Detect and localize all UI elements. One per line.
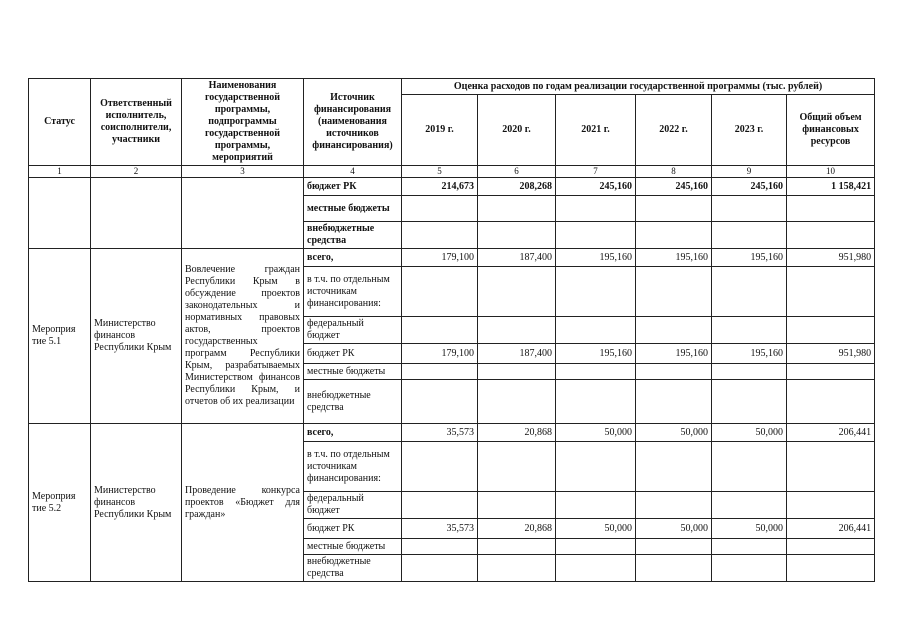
- col-number: 5: [402, 166, 478, 178]
- source-cell: бюджет РК: [304, 178, 402, 196]
- measure-name: Вовлечение граждан Республики Крым в обсуждение проектов законодательных и нормативных правовых актов, проектов государственных программ Республики Крым, разрабатываемых Министерством финансов Республики Крым, и отчетов об их реализации: [182, 249, 304, 424]
- header-total: Общий объем финансовых ресурсов: [787, 95, 875, 166]
- value-2020: 187,400: [478, 344, 556, 364]
- value-total: 206,441: [787, 519, 875, 539]
- source-cell: в т.ч. по отдельным источникам финансирования:: [304, 267, 402, 317]
- value-2020: 208,268: [478, 178, 556, 196]
- header-status: Статус: [29, 79, 91, 166]
- source-cell: местные бюджеты: [304, 364, 402, 380]
- value-2023: 50,000: [712, 519, 787, 539]
- executor-cell: [91, 178, 182, 249]
- header-2020: 2020 г.: [478, 95, 556, 166]
- col-number: 2: [91, 166, 182, 178]
- value-2020: 20,868: [478, 424, 556, 442]
- value-2021: 50,000: [556, 519, 636, 539]
- measure-executor: Министерство финансов Республики Крым: [91, 424, 182, 582]
- col-number: 7: [556, 166, 636, 178]
- value-2019: 35,573: [402, 519, 478, 539]
- value-total: 951,980: [787, 344, 875, 364]
- header-2019: 2019 г.: [402, 95, 478, 166]
- value-2019: 35,573: [402, 424, 478, 442]
- col-number: 4: [304, 166, 402, 178]
- header-executor: Ответственный исполнитель, соисполнители, участники: [91, 79, 182, 166]
- table-row: [29, 178, 875, 196]
- value-2022: 195,160: [636, 344, 712, 364]
- source-cell: федеральный бюджет: [304, 317, 402, 344]
- source-cell: внебюджетные средства: [304, 555, 402, 582]
- header-source: Источник финансирования (наименования источников финансирования): [304, 79, 402, 166]
- value-2021: 195,160: [556, 249, 636, 267]
- value-2021: 195,160: [556, 344, 636, 364]
- source-cell: внебюджетные средства: [304, 222, 402, 249]
- source-cell: местные бюджеты: [304, 196, 402, 222]
- value-2022: 50,000: [636, 519, 712, 539]
- source-cell: внебюджетные средства: [304, 380, 402, 424]
- value-total: 206,441: [787, 424, 875, 442]
- source-cell: местные бюджеты: [304, 539, 402, 555]
- col-number: 9: [712, 166, 787, 178]
- value-2021: 50,000: [556, 424, 636, 442]
- source-cell: всего,: [304, 424, 402, 442]
- col-number: 6: [478, 166, 556, 178]
- measure-status: Мероприя тие 5.1: [29, 249, 91, 424]
- header-2022: 2022 г.: [636, 95, 712, 166]
- value-2021: 245,160: [556, 178, 636, 196]
- source-cell: всего,: [304, 249, 402, 267]
- value-2022: 245,160: [636, 178, 712, 196]
- header-name: Наименования государственной программы, подпрограммы государственной программы, мероприятий: [182, 79, 304, 166]
- source-cell: бюджет РК: [304, 519, 402, 539]
- source-cell: федеральный бюджет: [304, 492, 402, 519]
- measure-name: Проведение конкурса проектов «Бюджет для граждан»: [182, 424, 304, 582]
- value-2022: 195,160: [636, 249, 712, 267]
- col-number: 3: [182, 166, 304, 178]
- value-2023: 195,160: [712, 249, 787, 267]
- header-estimate: Оценка расходов по годам реализации государственной программы (тыс. рублей): [402, 79, 875, 95]
- value-total: 1 158,421: [787, 178, 875, 196]
- header-2021: 2021 г.: [556, 95, 636, 166]
- budget-table: [28, 78, 875, 582]
- value-2020: 187,400: [478, 249, 556, 267]
- table-row: [29, 249, 875, 267]
- value-2019: 179,100: [402, 344, 478, 364]
- header-row: [29, 79, 875, 95]
- table-row: [29, 424, 875, 442]
- name-cell: [182, 178, 304, 249]
- source-cell: бюджет РК: [304, 344, 402, 364]
- measure-executor: Министерство финансов Республики Крым: [91, 249, 182, 424]
- value-2019: 214,673: [402, 178, 478, 196]
- value-2023: 245,160: [712, 178, 787, 196]
- column-number-row: [29, 166, 875, 178]
- measure-status: Мероприя тие 5.2: [29, 424, 91, 582]
- header-2023: 2023 г.: [712, 95, 787, 166]
- col-number: 1: [29, 166, 91, 178]
- value-2023: 195,160: [712, 344, 787, 364]
- status-cell: [29, 178, 91, 249]
- value-2020: 20,868: [478, 519, 556, 539]
- source-cell: в т.ч. по отдельным источникам финансирования:: [304, 442, 402, 492]
- value-2019: 179,100: [402, 249, 478, 267]
- col-number: 8: [636, 166, 712, 178]
- value-2023: 50,000: [712, 424, 787, 442]
- value-total: 951,980: [787, 249, 875, 267]
- value-2022: 50,000: [636, 424, 712, 442]
- col-number: 10: [787, 166, 875, 178]
